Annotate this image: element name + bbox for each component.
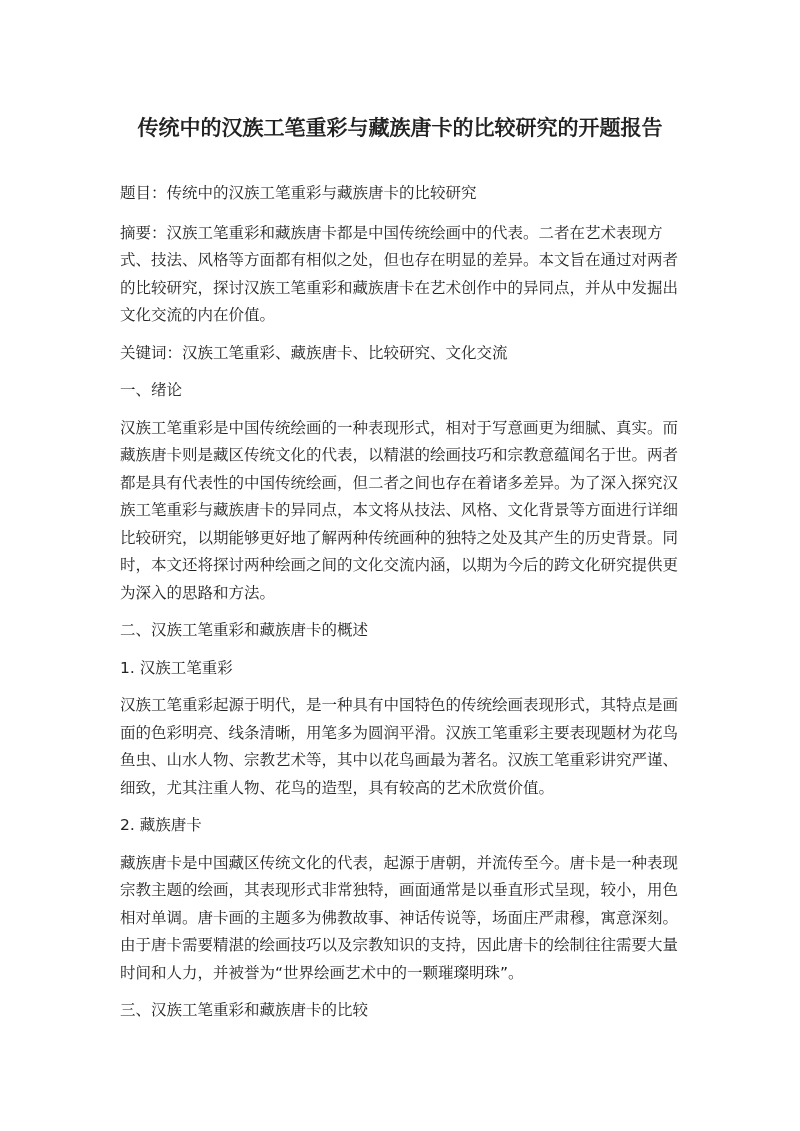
section-heading-overview: 二、汉族工笔重彩和藏族唐卡的概述 xyxy=(120,621,369,639)
keywords-line: 关键词：汉族工笔重彩、藏族唐卡、比较研究、文化交流 xyxy=(120,343,508,362)
document-title: 传统中的汉族工笔重彩与藏族唐卡的比较研究的开题报告 xyxy=(137,116,663,140)
section-heading-introduction: 一、绪论 xyxy=(120,381,183,399)
subsection-heading-thangka: 2. 藏族唐卡 xyxy=(120,816,202,834)
section-heading-comparison: 三、汉族工笔重彩和藏族唐卡的比较 xyxy=(120,1001,369,1019)
gongbi-paragraph: 汉族工笔重彩起源于明代，是一种具有中国特色的传统绘画表现形式，其特点是画面的色彩明亮、线条清晰，用笔多为圆润平滑。汉族工笔重彩主要表现题材为花鸟鱼虫、山水人物、宗教艺术等，其中以花鸟画最为著名。汉族工笔重彩讲究严谨、细致，尤其注重人物、花鸟的造型，具有较高的艺术欣赏价值。 xyxy=(120,696,679,797)
subsection-heading-gongbi: 1. 汉族工笔重彩 xyxy=(120,658,233,677)
document-body xyxy=(120,180,686,1035)
thangka-paragraph: 藏族唐卡是中国藏区传统文化的代表，起源于唐朝，并流传至今。唐卡是一种表现宗教主题的绘画，其表现形式非常独特，画面通常是以垂直形式呈现，较小，用色相对单调。唐卡画的主题多为佛教故事、神话传说等，场面庄严肃穆，寓意深刻。由于唐卡需要精湛的绘画技巧以及宗教知识的支持，因此唐卡的绘制往往需要大量时间和人力，并被誉为“世界绘画艺术中的一颗璀璨明珠”。 xyxy=(120,853,679,982)
abstract-paragraph: 摘要：汉族工笔重彩和藏族唐卡都是中国传统绘画中的代表。二者在艺术表现方式、技法、风格等方面都有相似之处，但也存在明显的差异。本文旨在通过对两者的比较研究，探讨汉族工笔重彩和藏族唐卡在艺术创作中的异同点，并从中发掘出文化交流的内在价值。 xyxy=(120,223,679,324)
introduction-paragraph: 汉族工笔重彩是中国传统绘画的一种表现形式，相对于写意画更为细腻、真实。而藏族唐卡则是藏区传统文化的代表，以精湛的绘画技巧和宗教意蕴闻名于世。两者都是具有代表性的中国传统绘画，但二者之间也存在着诸多差异。为了深入探究汉族工笔重彩与藏族唐卡的异同点，本文将从技法、风格、文化背景等方面进行详细比较研究，以期能够更好地了解两种传统画种的独特之处及其产生的历史背景。同时，本文还将探讨两种绘画之间的文化交流内涵，以期为今后的跨文化研究提供更为深入的思路和方法。 xyxy=(120,418,679,602)
topic-line: 题目：传统中的汉族工笔重彩与藏族唐卡的比较研究 xyxy=(120,184,477,202)
